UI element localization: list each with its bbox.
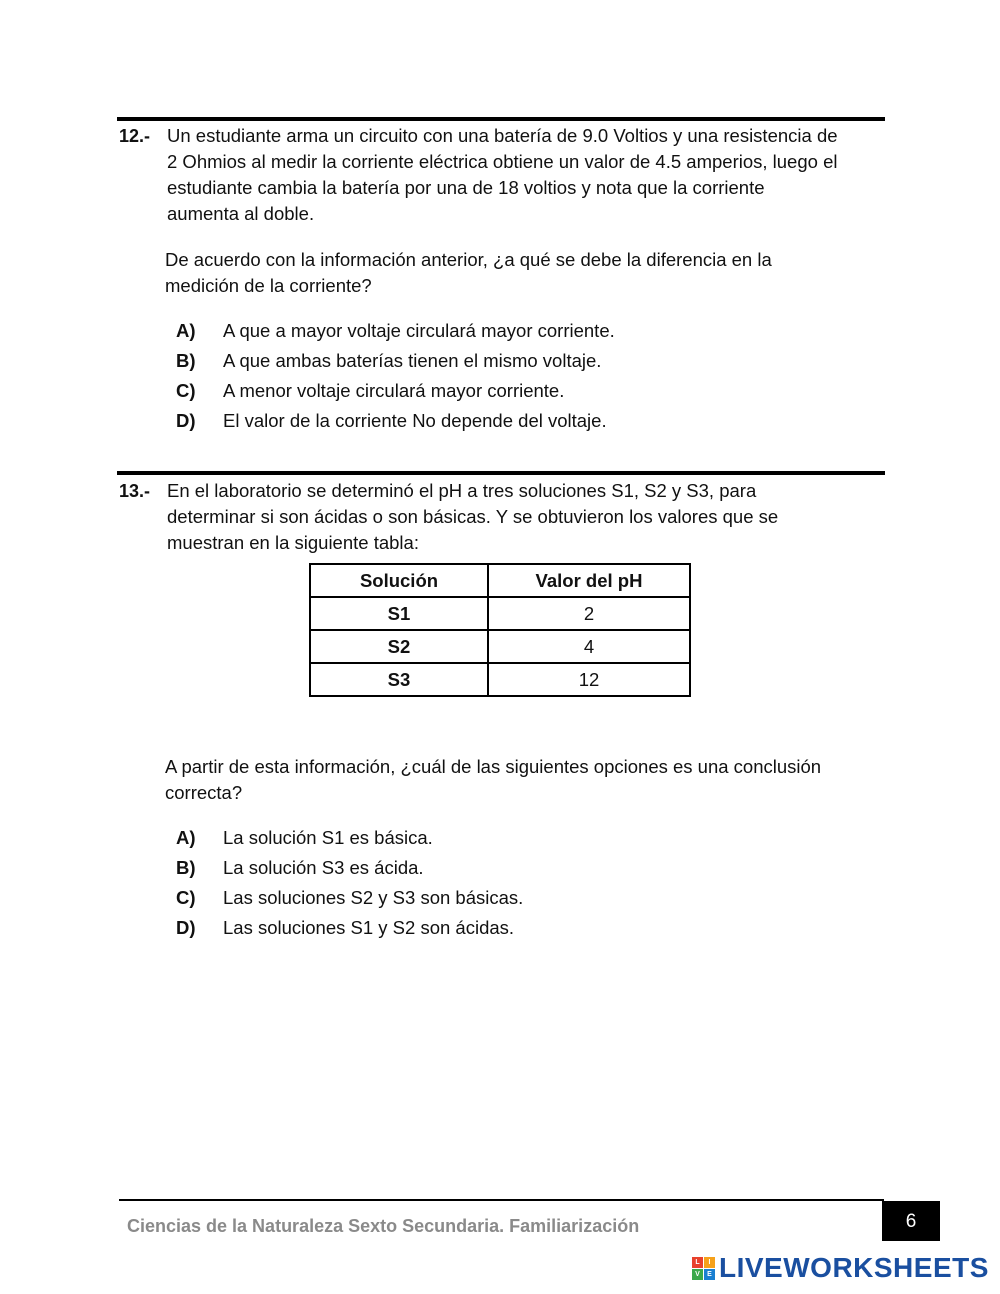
question-13-statement	[167, 478, 887, 556]
option-text: A menor voltaje circulará mayor corriente.	[223, 380, 565, 401]
statement-line: muestran en la siguiente tabla:	[167, 532, 419, 553]
question-12-number: 12.-	[119, 126, 151, 146]
option-letter: D)	[176, 917, 196, 938]
option-letter: B)	[176, 350, 196, 371]
statement-line: Un estudiante arma un circuito con una batería de 9.0 Voltios y una resistencia de	[167, 125, 838, 146]
logo-tile: L	[692, 1257, 703, 1268]
option-text: A que a mayor voltaje circulará mayor corriente.	[223, 320, 615, 341]
table-cell-ph: 12	[488, 663, 690, 696]
option-b[interactable]	[176, 853, 523, 883]
table-cell-ph: 4	[488, 630, 690, 663]
option-letter: A)	[176, 320, 196, 341]
statement-line: aumenta al doble.	[167, 203, 315, 224]
question-13-top-rule	[117, 471, 885, 475]
question-12-options	[176, 316, 615, 436]
question-13-number: 13.-	[119, 481, 151, 501]
statement-line: En el laboratorio se determinó el pH a tres soluciones S1, S2 y S3, para	[167, 480, 757, 501]
option-letter: C)	[176, 380, 196, 401]
option-text: Las soluciones S2 y S3 son básicas.	[223, 887, 524, 908]
table-cell-solution: S1	[310, 597, 488, 630]
option-a[interactable]	[176, 316, 615, 346]
question-13-prompt	[165, 754, 885, 806]
prompt-line: medición de la corriente?	[165, 275, 372, 296]
logo-tile: V	[692, 1269, 703, 1280]
option-text: La solución S3 es ácida.	[223, 857, 424, 878]
logo-tile: I	[704, 1257, 715, 1268]
option-b[interactable]	[176, 346, 615, 376]
statement-line: estudiante cambia la batería por una de 18 voltios y nota que la corriente	[167, 177, 765, 198]
question-12-prompt	[165, 247, 885, 299]
question-12-statement	[167, 123, 887, 227]
option-d[interactable]	[176, 406, 615, 436]
option-a[interactable]	[176, 823, 523, 853]
table-cell-solution: S3	[310, 663, 488, 696]
statement-line: determinar si son ácidas o son básicas. Y se obtuvieron los valores que se	[167, 506, 779, 527]
prompt-line: correcta?	[165, 782, 243, 803]
prompt-line: A partir de esta información, ¿cuál de las siguientes opciones es una conclusión	[165, 756, 822, 777]
option-letter: D)	[176, 410, 196, 431]
option-text: El valor de la corriente No depende del voltaje.	[223, 410, 607, 431]
option-letter: B)	[176, 857, 196, 878]
footer-rule	[119, 1199, 884, 1201]
liveworksheets-logo-icon	[692, 1257, 715, 1280]
footer-title: Ciencias de la Naturaleza Sexto Secundaria. Familiarización	[127, 1216, 640, 1236]
option-text: A que ambas baterías tienen el mismo voltaje.	[223, 350, 602, 371]
table-cell-solution: S2	[310, 630, 488, 663]
liveworksheets-text: LIVEWORKSHEETS	[719, 1252, 989, 1283]
page-number: 6	[882, 1201, 940, 1241]
prompt-line: De acuerdo con la información anterior, ¿a qué se debe la diferencia en la	[165, 249, 772, 270]
liveworksheets-watermark[interactable]	[692, 1253, 989, 1283]
table-row	[310, 597, 690, 630]
table-row	[310, 630, 690, 663]
table-header-ph: Valor del pH	[488, 564, 690, 597]
option-c[interactable]	[176, 883, 523, 913]
option-c[interactable]	[176, 376, 615, 406]
option-letter: C)	[176, 887, 196, 908]
table-row	[310, 663, 690, 696]
ph-table	[309, 563, 691, 697]
option-letter: A)	[176, 827, 196, 848]
question-13-options	[176, 823, 523, 943]
statement-line: 2 Ohmios al medir la corriente eléctrica obtiene un valor de 4.5 amperios, luego el	[167, 151, 838, 172]
logo-tile: E	[704, 1269, 715, 1280]
option-text: La solución S1 es básica.	[223, 827, 433, 848]
table-header-solution: Solución	[310, 564, 488, 597]
question-12-top-rule	[117, 117, 885, 121]
table-header-row	[310, 564, 690, 597]
table-cell-ph: 2	[488, 597, 690, 630]
option-d[interactable]	[176, 913, 523, 943]
option-text: Las soluciones S1 y S2 son ácidas.	[223, 917, 515, 938]
